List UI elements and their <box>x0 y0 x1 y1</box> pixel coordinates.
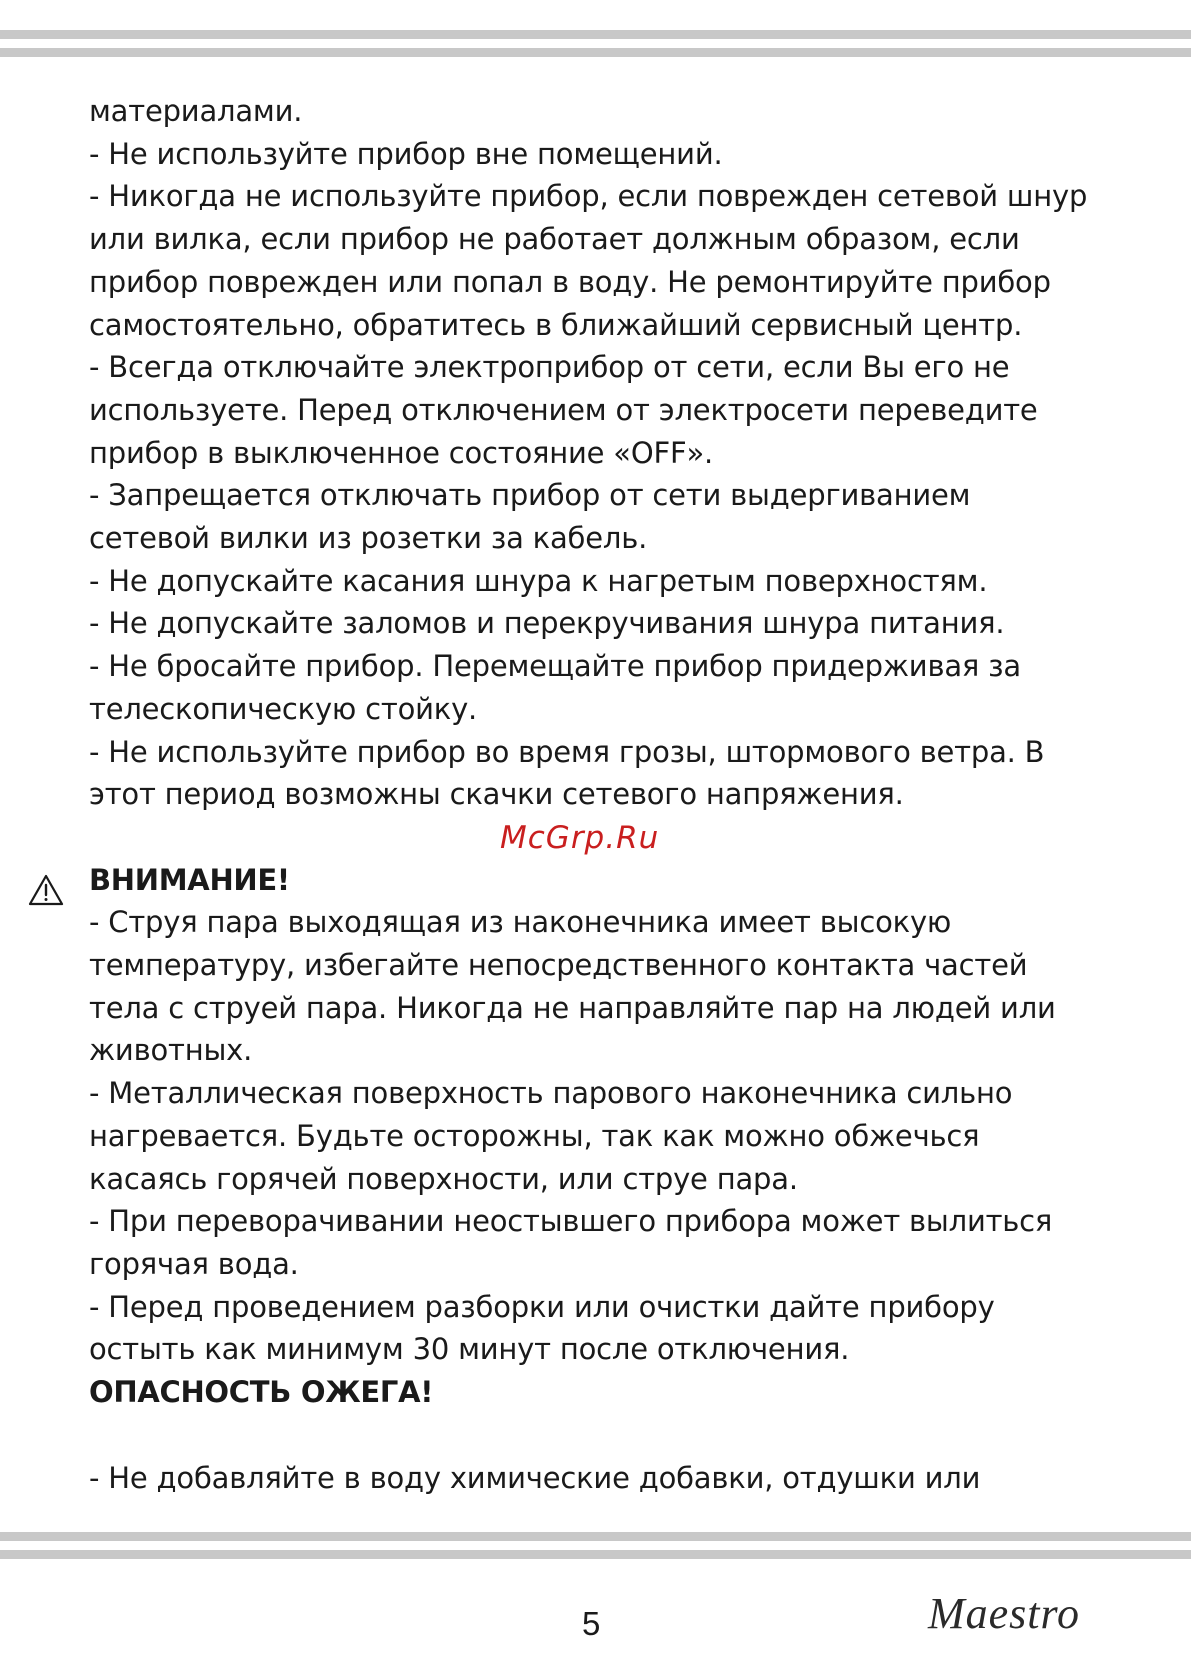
page-content <box>89 90 1129 1499</box>
text-line: самостоятельно, обратитесь в ближайший сервисный центр. <box>89 307 1023 342</box>
text-line: - Струя пара выходящая из наконечника имеет высокую <box>89 905 952 940</box>
text-line: этот период возможны скачки сетевого напряжения. <box>89 777 904 812</box>
attention-heading: ВНИМАНИЕ! <box>89 862 290 897</box>
text-line: - Всегда отключайте электроприбор от сети, если Вы его не <box>89 350 1010 385</box>
text-line: температуру, избегайте непосредственного контакта частей <box>89 948 1028 983</box>
text-line: - Не допускайте заломов и перекручивания шнура питания. <box>89 606 1005 641</box>
text-line: горячая вода. <box>89 1246 299 1281</box>
burn-hazard-heading: ОПАСНОСТЬ ОЖЕГА! <box>89 1375 434 1410</box>
text-line: - Никогда не используйте прибор, если поврежден сетевой шнур <box>89 179 1088 214</box>
text-line: - Не бросайте прибор. Перемещайте прибор придерживая за <box>89 649 1021 684</box>
text-line: касаясь горячей поверхности, или струе пара. <box>89 1161 798 1196</box>
text-line: сетевой вилки из розетки за кабель. <box>89 521 648 556</box>
warning-triangle-icon <box>28 873 64 907</box>
text-line: - Не допускайте касания шнура к нагретым поверхностям. <box>89 563 988 598</box>
text-line: или вилка, если прибор не работает должным образом, если <box>89 222 1020 257</box>
text-line: животных. <box>89 1033 253 1068</box>
text-line: прибор в выключенное состояние «OFF». <box>89 435 714 470</box>
spacer-line <box>89 1414 1129 1457</box>
text-line: остыть как минимум 30 минут после отключения. <box>89 1332 850 1367</box>
watermark: McGrp.Ru <box>500 820 660 856</box>
text-line: - Запрещается отключать прибор от сети выдергиванием <box>89 478 971 513</box>
text-line: телескопическую стойку. <box>89 691 478 726</box>
text-line: материалами. <box>89 94 303 128</box>
page-number: 5 <box>582 1605 601 1642</box>
text-line: прибор поврежден или попал в воду. Не ремонтируйте прибор <box>89 264 1051 299</box>
text-line: - Перед проведением разборки или очистки дайте прибору <box>89 1289 995 1324</box>
text-line: - Не используйте прибор во время грозы, штормового ветра. В <box>89 734 1045 769</box>
text-line: - Металлическая поверхность парового наконечника сильно <box>89 1076 1013 1111</box>
text-line: нагревается. Будьте осторожны, так как можно обжечься <box>89 1118 980 1153</box>
text-line: - Не добавляйте в воду химические добавки, отдушки или <box>89 1460 981 1495</box>
bottom-decorative-stripe-2 <box>0 1550 1191 1559</box>
text-line: используете. Перед отключением от электросети переведите <box>89 392 1038 427</box>
text-line: - При переворачивании неостывшего прибора может вылиться <box>89 1204 1053 1239</box>
top-decorative-stripe <box>0 30 1191 39</box>
top-decorative-stripe-2 <box>0 48 1191 57</box>
text-line: - Не используйте прибор вне помещений. <box>89 136 723 171</box>
bottom-decorative-stripe <box>0 1532 1191 1541</box>
brand-logo: Maestro <box>928 1589 1081 1638</box>
text-line: тела с струей пара. Никогда не направляйте пар на людей или <box>89 990 1056 1025</box>
